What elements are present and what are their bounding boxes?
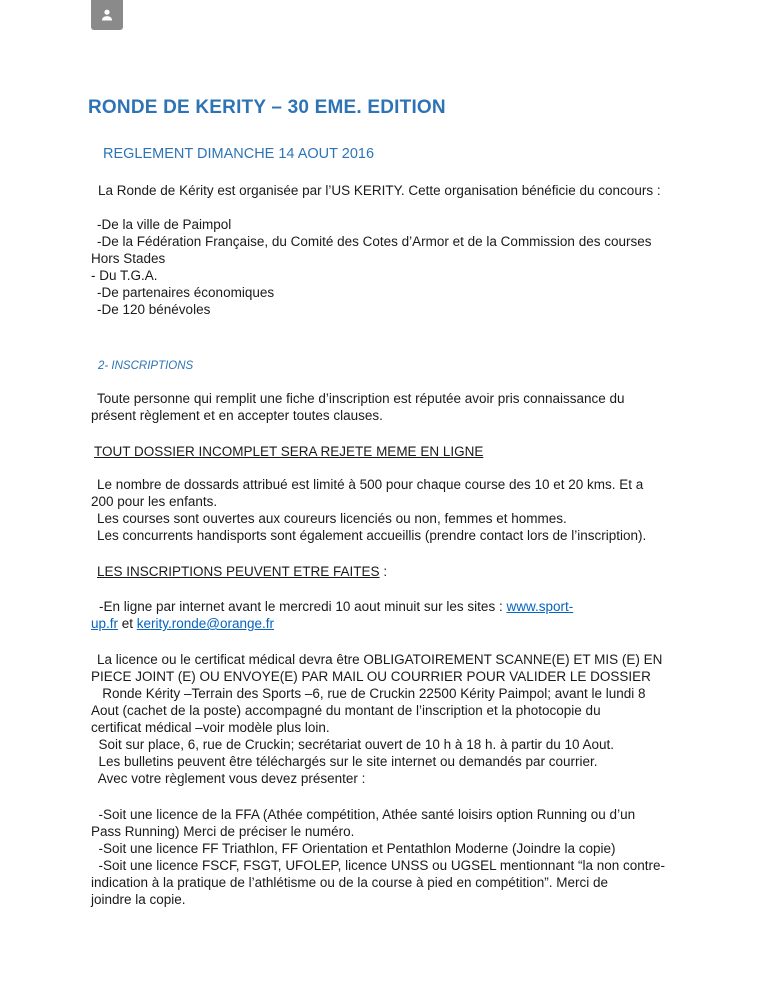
list-item: -Soit une licence FSCF, FSGT, UFOLEP, licence UNSS ou UGSEL mentionnant “la non contre- xyxy=(91,858,666,873)
incomplete-warning xyxy=(91,443,691,461)
licence-types-list xyxy=(91,806,691,908)
how-heading xyxy=(91,563,691,581)
list-item: -De partenaires économiques xyxy=(97,285,275,300)
dossards-line: 200 pour les enfants. xyxy=(91,494,218,509)
section-heading-inscriptions xyxy=(88,356,688,374)
handisport-line: Les concurrents handisports sont également accueillis (prendre contact lors de l’inscription). xyxy=(97,528,647,543)
licence-line: Soit sur place, 6, rue de Cruckin; secrétariat ouvert de 10 h à 18 h. à partir du 10 Aout. xyxy=(91,737,615,752)
licence-line: Aout (cachet de la poste) accompagné du montant de l’inscription et la photocopie du xyxy=(91,703,601,718)
user-avatar-button[interactable] xyxy=(91,0,123,30)
licence-line: certificat médical –voir modèle plus loin. xyxy=(91,720,330,735)
licence-line: La licence ou le certificat médical devra être OBLIGATOIREMENT SCANNE(E) ET MIS (E) EN xyxy=(97,652,663,667)
rules-intro-line: présent règlement et en accepter toutes clauses. xyxy=(91,408,383,423)
warning-text: TOUT DOSSIER INCOMPLET SERA REJETE MEME EN LIGNE xyxy=(94,444,484,459)
list-item: joindre la copie. xyxy=(91,892,186,907)
and-text: et xyxy=(118,616,137,631)
user-icon xyxy=(100,8,114,22)
list-item: -De la ville de Paimpol xyxy=(97,217,232,232)
intro-paragraph xyxy=(98,182,698,199)
how-heading-text: LES INSCRIPTIONS PEUVENT ETRE FAITES xyxy=(97,564,380,579)
sport-up-link-cont[interactable]: up.fr xyxy=(91,616,119,631)
list-item: -Soit une licence de la FFA (Athée compétition, Athée santé loisirs option Running ou d’un xyxy=(91,807,636,822)
dossards-paragraph xyxy=(91,476,691,544)
section-2-title: 2- INSCRIPTIONS xyxy=(98,360,194,372)
licence-line: Ronde Kérity –Terrain des Sports –6, rue de Cruckin 22500 Kérity Paimpol; avant le lundi 8 xyxy=(91,686,646,701)
licence-paragraph xyxy=(91,651,691,787)
sport-up-link[interactable]: www.sport- xyxy=(506,599,574,614)
list-item: -De la Fédération Française, du Comité des Cotes d’Armor et de la Commission des courses xyxy=(97,234,652,249)
rules-intro-line: Toute personne qui remplit une fiche d’inscription est réputée avoir pris connaissance du xyxy=(97,391,625,406)
list-item: -De 120 bénévoles xyxy=(97,302,211,317)
email-link[interactable]: kerity.ronde@orange.fr xyxy=(136,616,275,631)
document-subtitle: REGLEMENT DIMANCHE 14 AOUT 2016 xyxy=(103,146,375,162)
list-item: Pass Running) Merci de préciser le numéro. xyxy=(91,824,355,839)
list-item: -Soit une licence FF Triathlon, FF Orientation et Pentathlon Moderne (Joindre la copie) xyxy=(91,841,616,856)
list-item: Hors Stades xyxy=(91,251,166,266)
rules-intro xyxy=(91,390,691,424)
online-paragraph xyxy=(91,598,691,632)
list-item: - Du T.G.A. xyxy=(91,268,158,283)
how-heading-colon: : xyxy=(379,564,388,579)
dossards-line: Le nombre de dossards attribué est limité à 500 pour chaque course des 10 et 20 kms. Et a xyxy=(97,477,644,492)
licence-line: Les bulletins peuvent être téléchargés sur le site internet ou demandés par courrier. xyxy=(91,754,598,769)
intro-text: La Ronde de Kérity est organisée par l’US KERITY. Cette organisation bénéficie du concours : xyxy=(98,183,661,198)
document-title: RONDE DE KERITY – 30 EME. EDITION xyxy=(88,97,446,118)
licence-line: Avec votre règlement vous devez présenter : xyxy=(91,771,366,786)
list-item: indication à la pratique de l’athlétisme ou de la course à pied en compétition”. Merci de xyxy=(91,875,609,890)
licence-line: PIECE JOINT (E) OU ENVOYE(E) PAR MAIL OU COURRIER POUR VALIDER LE DOSSIER xyxy=(91,669,651,684)
open-courses-line: Les courses sont ouvertes aux coureurs licenciés ou non, femmes et hommes. xyxy=(97,511,567,526)
document-page xyxy=(88,96,688,163)
sponsor-list xyxy=(91,216,691,318)
online-text: -En ligne par internet avant le mercredi 10 aout minuit sur les sites : xyxy=(99,599,507,614)
